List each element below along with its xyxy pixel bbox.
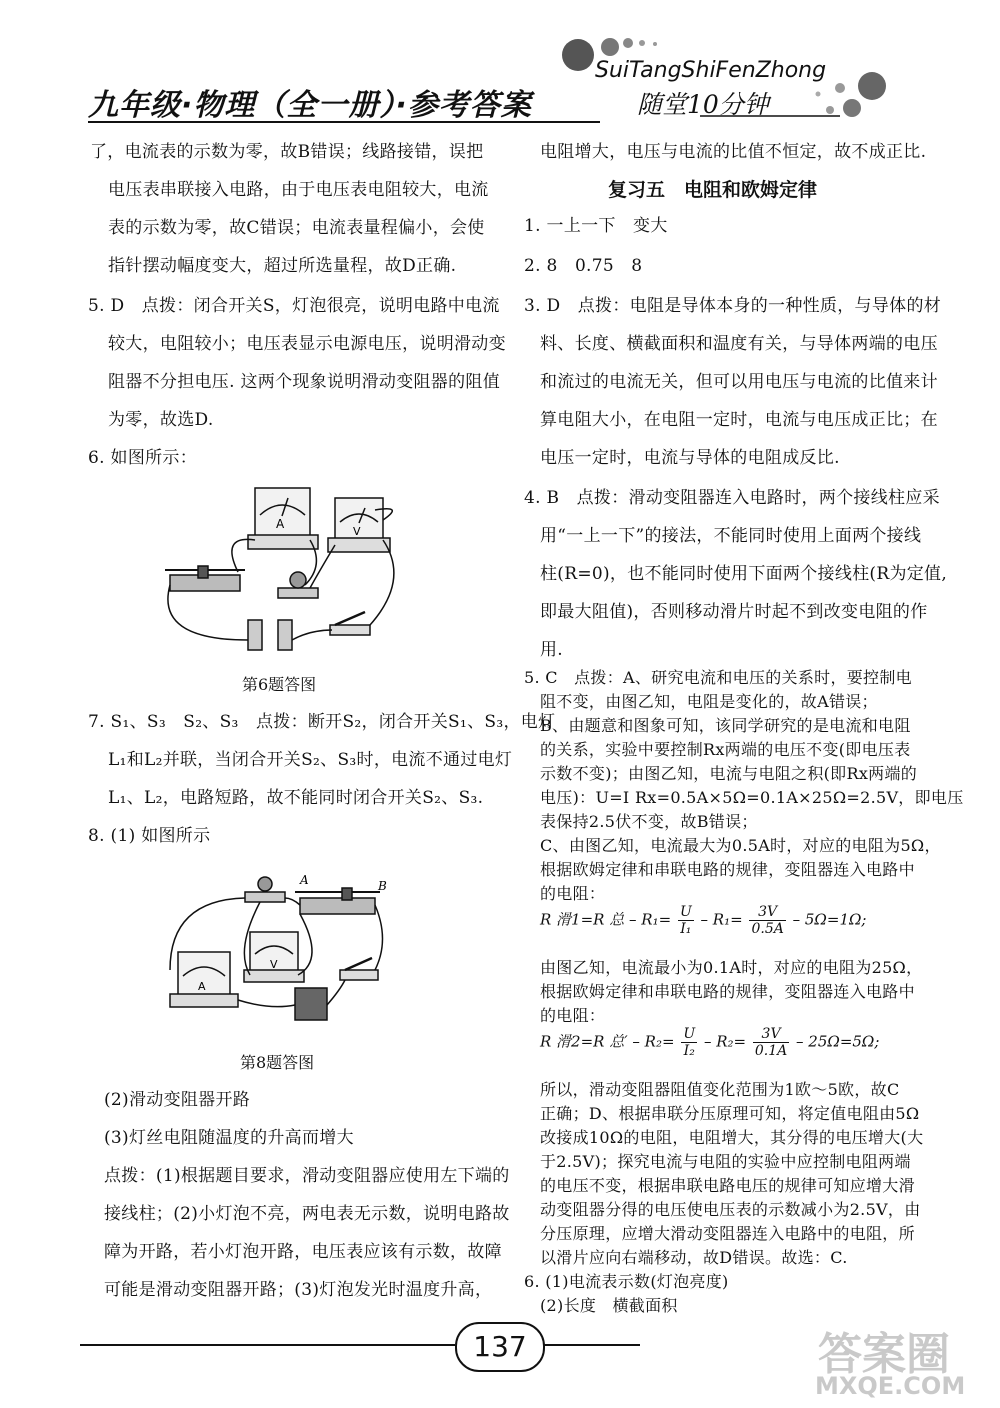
section-title: 复习五 电阻和欧姆定律 — [608, 179, 818, 201]
q8-tip-1: 点拨：(1)根据题目要求，滑动变阻器应使用左下端的 — [104, 1166, 510, 1186]
fig8-voltmeter-label: V — [270, 958, 278, 971]
equation-2 — [540, 1026, 879, 1059]
answer-3-line-4: 算电阻大小，在电阻一定时，电流与电压成正比；在 — [540, 410, 938, 430]
answer-5-line-15: 正确；D、根据串联分压原理可知，将定值电阻由5Ω — [540, 1104, 920, 1123]
answer-4-line-2: 用“一上一下”的接法，不能同时使用上面两个接线 — [540, 526, 922, 546]
watermark-logo: 答案圈 — [818, 1329, 950, 1380]
answer-6-line-1: 6. (1)电流表示数(灯泡亮度) — [524, 1272, 729, 1291]
eq1-frac1-num: U — [679, 904, 692, 920]
eq1-mid: – R₁= — [700, 910, 743, 929]
q7-line-3: L₁、L₂，电路短路，故不能同时闭合开关S₂、S₃. — [108, 788, 484, 808]
answer-5-line-17: 于2.5V)；探究电流与电阻的实验中应控制电阻两端 — [540, 1152, 911, 1171]
figure-8-caption: 第8题答图 — [240, 1053, 315, 1072]
answer-3-line-5: 电压一定时，电流与导体的电阻成反比. — [540, 448, 840, 468]
fig6-voltmeter-label: V — [353, 525, 361, 538]
eq2-mid: – R₂= — [703, 1032, 747, 1051]
eq1-right: – 5Ω=1Ω; — [792, 910, 867, 929]
answer-5-line-2: 阻不变，由图乙知，电阻是变化的，故A错误； — [540, 692, 878, 711]
q7-line-2: L₁和L₂并联，当闭合开关S₂、S₃时，电流不通过电灯 — [108, 750, 513, 770]
q5-line-3: 阻器不分担电压. 这两个现象说明滑动变阻器的阻值 — [108, 372, 501, 392]
left-line-4: 指针摆动幅度变大，超过所选量程，故D正确. — [108, 256, 457, 276]
eq2-fraction-2 — [753, 1026, 789, 1059]
fig8-ammeter-label: A — [198, 980, 206, 993]
q5-line-1: 5. D 点拨：闭合开关S，灯泡很亮，说明电路中电流 — [88, 296, 500, 316]
left-line-1: 了，电流表的示数为零，故B错误；线路接错，误把 — [90, 142, 484, 162]
q8-tip-4: 可能是滑动变阻器开路；(3)灯泡发光时温度升高， — [104, 1280, 493, 1300]
eq2-fraction-1 — [681, 1026, 697, 1059]
answer-5-line-13: 的电阻： — [540, 1006, 606, 1025]
eq2-frac2-num: 3V — [753, 1026, 789, 1043]
answer-5-line-10: 的电阻： — [540, 884, 606, 903]
answer-4-line-5: 用. — [540, 640, 564, 660]
answer-4-line-1: 4. B 点拨：滑动变阻器连入电路时，两个接线柱应采 — [524, 488, 940, 508]
q7-line-1: 7. S₁、S₃ S₂、S₃ 点拨：断开S₂，闭合开关S₁、S₃，电灯 — [88, 712, 556, 732]
eq2-frac1-den: I₂ — [683, 1043, 695, 1059]
answer-5-line-9: 根据欧姆定律和串联电路的规律，变阻器连入电路中 — [540, 860, 915, 879]
figure-6-caption: 第6题答图 — [242, 675, 317, 694]
page-number: 137 — [455, 1322, 545, 1372]
left-line-2: 电压表串联接入电路，由于电压表电阻较大，电流 — [108, 180, 489, 200]
answer-5-line-3: B、由题意和图象可知，该同学研究的是电流和电阻 — [540, 716, 911, 735]
eq1-frac2-den: 0.5A — [751, 921, 784, 937]
q5-line-2: 较大，电阻较小；电压表显示电源电压，说明滑动变 — [108, 334, 506, 354]
header-subtitle: 随堂10分钟 — [637, 90, 769, 119]
equation-1 — [540, 904, 866, 937]
eq1-frac2-num: 3V — [749, 904, 785, 921]
answer-3-line-1: 3. D 点拨：电阻是导体本身的一种性质，与导体的材 — [524, 296, 942, 316]
figure-8-circuit — [150, 870, 400, 1030]
eq2-frac1-num: U — [683, 1026, 696, 1042]
q8-tip-2: 接线柱；(2)小灯泡不亮，两电表无示数，说明电路故 — [104, 1204, 510, 1224]
q8-line: 8. (1) 如图所示 — [88, 826, 211, 846]
q5-line-4: 为零，故选D. — [108, 410, 214, 430]
answer-3-line-3: 和流过的电流无关，但可以用电压与电流的比值来计 — [540, 372, 938, 392]
header-title: 九年级·物理（全一册）·参考答案 — [88, 88, 532, 123]
answer-5-line-1: 5. C 点拨：A、研究电流和电压的关系时，要控制电 — [524, 668, 912, 687]
answer-5-line-14: 所以，滑动变阻器阻值变化范围为1欧～5欧，故C — [540, 1080, 900, 1099]
answer-5-line-21: 以滑片应向右端移动，故D错误。故选：C. — [540, 1248, 848, 1267]
answer-3-line-2: 料、长度、横截面积和温度有关，与导体两端的电压 — [540, 334, 938, 354]
answer-5-line-8: C、由图乙知，电流最大为0.5A时，对应的电阻为5Ω， — [540, 836, 941, 855]
answer-5-line-18: 的电压不变，根据串联电路电压的规律可知应增大滑 — [540, 1176, 915, 1195]
answer-5-line-20: 分压原理，应增大滑动变阻器连入电路中的电阻，所 — [540, 1224, 915, 1243]
answer-6-line-2: (2)长度 横截面积 — [540, 1296, 678, 1315]
fig8-label-a: A — [300, 873, 309, 887]
eq2-right: – 25Ω=5Ω; — [796, 1032, 880, 1051]
answer-2: 2. 8 0.75 8 — [524, 256, 643, 276]
eq2-left: R 滑2=R 总′ – R₂= — [540, 1032, 675, 1051]
eq1-left: R 滑1=R 总 – R₁= — [540, 910, 672, 929]
eq1-frac1-den: I₁ — [680, 921, 692, 937]
answer-5-line-16: 改接成10Ω的电阻，电阻增大，其分得的电压增大(大 — [540, 1128, 924, 1147]
q6-line: 6. 如图所示： — [88, 448, 198, 468]
answer-4-line-4: 即最大阻值)，否则移动滑片时起不到改变电阻的作 — [540, 602, 928, 622]
q8-tip-3: 障为开路，若小灯泡开路，电压表应该有示数，故障 — [104, 1242, 502, 1262]
eq2-frac2-den: 0.1A — [754, 1043, 788, 1059]
answer-5-line-4: 的关系，实验中要控制Rx两端的电压不变(即电压表 — [540, 740, 911, 759]
eq1-fraction-1 — [678, 904, 694, 937]
answer-5-line-19: 动变阻器分得的电压使电压表的示数减小为2.5V，由 — [540, 1200, 921, 1219]
answer-1: 1. 一上一下 变大 — [524, 216, 668, 236]
answer-4-line-3: 柱(R=0)，也不能同时使用下面两个接线柱(R为定值, — [540, 564, 948, 584]
eq1-fraction-2 — [749, 904, 785, 937]
right-line-0: 电阻增大，电压与电流的比值不恒定，故不成正比. — [540, 142, 927, 162]
answer-5-line-12: 根据欧姆定律和串联电路的规律，变阻器连入电路中 — [540, 982, 915, 1001]
header-pinyin: SuiTangShiFenZhong — [595, 58, 827, 83]
figure-6-circuit — [160, 480, 420, 660]
q8-part-3: (3)灯丝电阻随温度的升高而增大 — [104, 1128, 354, 1148]
answer-5-line-7: 表保持2.5伏不变，故B错误； — [540, 812, 758, 831]
left-line-3: 表的示数为零，故C错误；电流表量程偏小，会使 — [108, 218, 485, 238]
fig6-ammeter-label: A — [276, 517, 285, 531]
answer-5-line-5: 示数不变)；由图乙知，电流与电阻之积(即Rx两端的 — [540, 764, 918, 783]
watermark-url: MXQE.COM — [815, 1372, 966, 1400]
answer-5-line-11: 由图乙知，电流最小为0.1A时，对应的电阻为25Ω， — [540, 958, 923, 977]
q8-part-2: (2)滑动变阻器开路 — [104, 1090, 251, 1110]
answer-5-line-6: 电压)：U=I Rx=0.5A×5Ω=0.1A×25Ω=2.5V，即电压 — [540, 788, 964, 807]
fig8-label-b: B — [378, 879, 387, 893]
